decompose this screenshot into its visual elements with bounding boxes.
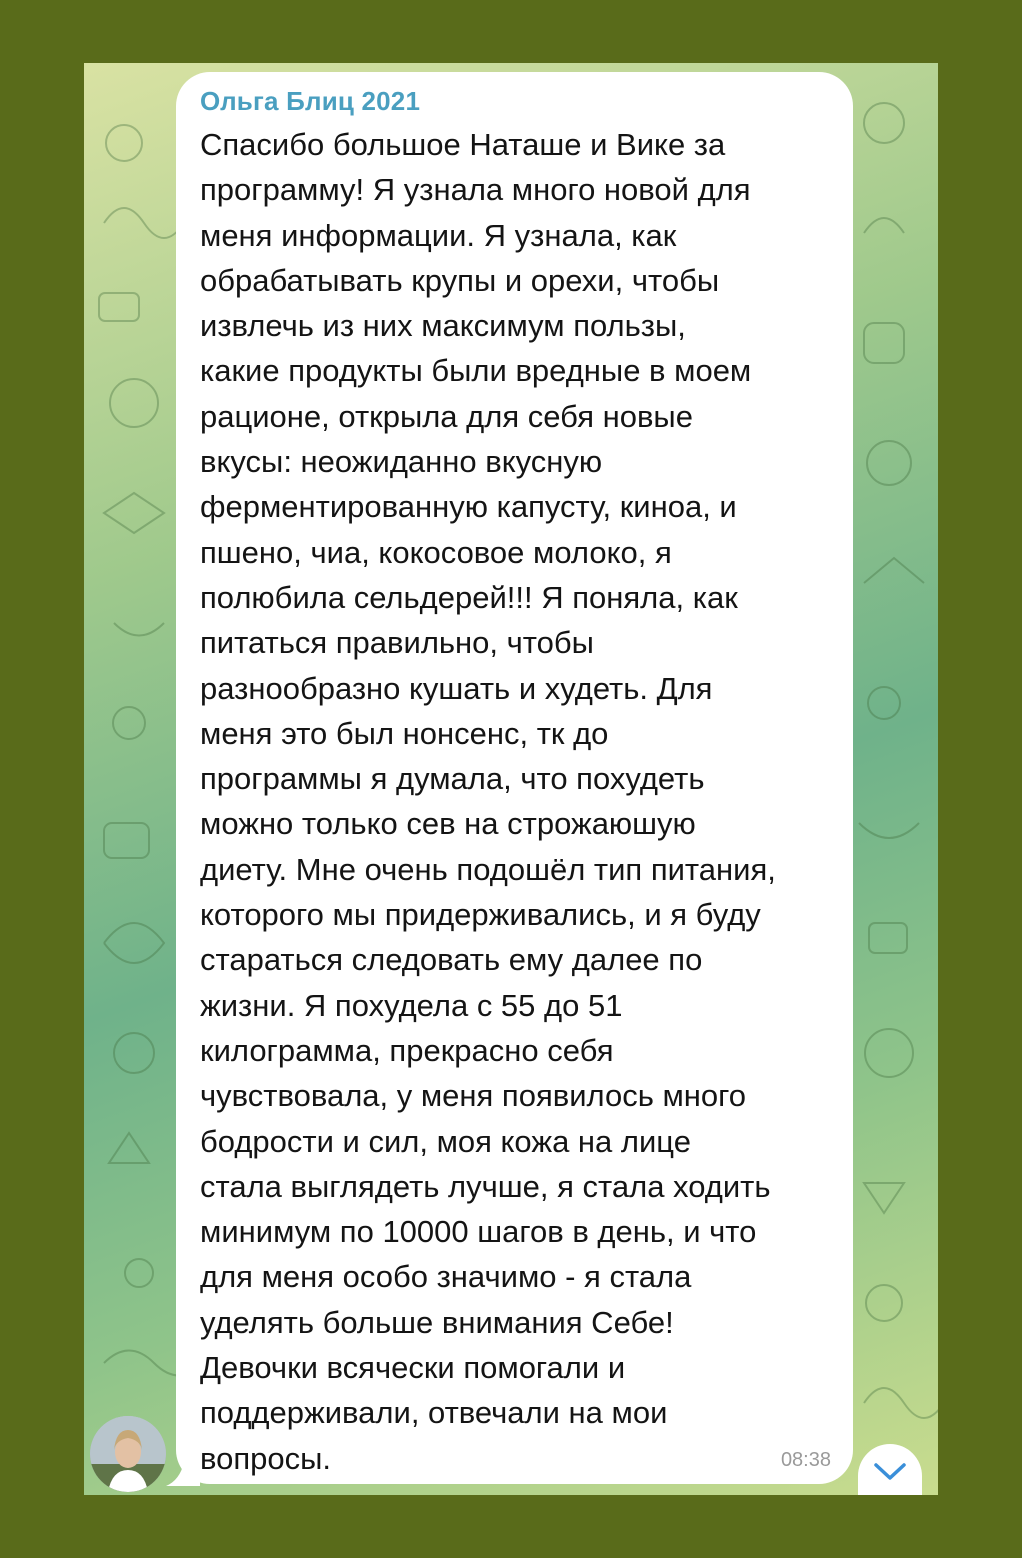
chevron-down-icon xyxy=(873,1462,907,1482)
sender-avatar[interactable] xyxy=(90,1416,166,1492)
message-timestamp: 08:38 xyxy=(780,1449,831,1471)
sender-name[interactable]: Ольга Блиц 2021 xyxy=(200,86,421,116)
user-avatar-photo-icon xyxy=(90,1416,166,1492)
message-bubble[interactable] xyxy=(176,72,853,1484)
message-text: Спасибо большое Наташе и Вике за программу! Я узнала много новой для меня информации. Я узнала, как обрабатывать крупы и орехи, чтобы извлечь из них максимум пользы, какие продукты были вредные в моем рационе, открыла для себя новые вкусы: неожиданно вкусную ферментированную капусту, киноа, и пшено, чиа, кокосовое молоко, я полюбила сельдерей!!! Я поняла, как питаться правильно, чтобы разнообразно кушать и худеть. Для меня это был нонсенс, тк до программы я думала, что похудеть можно только сев на строжаюшую диету. Мне очень подошёл тип питания, которого мы придерживались, и я буду стараться следовать ему далее по жизни. Я похудела с 55 до 51 килограмма, прекрасно себя чувствовала, у меня появилось много бодрости и сил, моя кожа на лице стала выглядеть лучше, я стала ходить минимум по 10000 шагов в день, и что для меня особо значимо - я стала уделять больше внимания Себе! Девочки всячески помогали и поддерживали, отвечали на мои вопросы. xyxy=(200,127,776,1476)
